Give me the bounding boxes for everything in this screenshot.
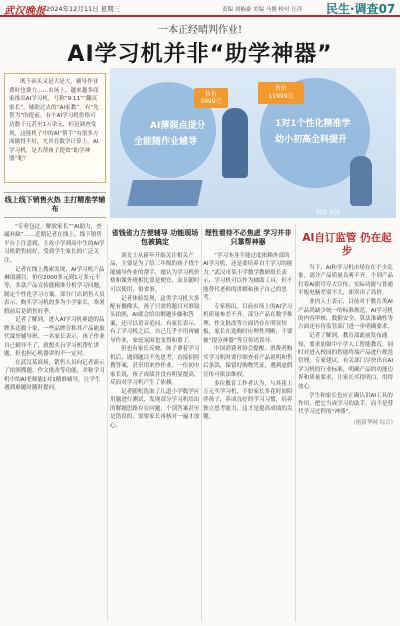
paragraph: 但也有家长反映，孩子拿着学习机后，遇到题目不先思考，直接拍照搜答案，甚至用来抄作业。一位初中家长说，孩子成绩并没有明显提高，反而对学习机产生了依赖。: [110, 346, 200, 387]
column-4-subhead: AI自订监管 仍在起步: [302, 232, 392, 257]
article-column-1: [4, 188, 106, 622]
illustration-credit: 陶晋 宋涛: [316, 210, 340, 216]
price-tag-left: [194, 88, 228, 108]
section-title: [326, 0, 395, 17]
column-2-subhead: 省钱省力方便辅导 功能现场包被搞定: [111, 229, 199, 246]
paragraph: 多位教育工作者认为，与其花上万元买学习机，不如家长多花时间陪伴孩子，养成良好的学习习惯，培养独立思考能力，这才是提高成绩的关键。: [203, 380, 293, 421]
hero-text-right-1: 1对1个性化精准学: [275, 119, 351, 129]
hero-text-left-2: 全能随作业辅导: [134, 137, 198, 147]
student-figure: [222, 108, 248, 178]
paragraph: 刘女士从新年开始关注相关产品，主要是为了给三年级的孩子找个能辅导作业的帮手。她认为学习机价格和课外班相比算是便宜，而且随时可以使用，很省事。: [110, 253, 200, 293]
hero-text-left-1: AI薄弱点提分: [150, 121, 206, 131]
column-1-subhead: 线上线下销售火热 主打精准学辅布: [4, 192, 106, 218]
column-divider: [201, 224, 202, 622]
headline: AI学习机并非“助学神器”: [67, 42, 333, 67]
paragraph: 中国消费者协会提醒，消费者购买学习机时要仔细查看产品说明和售后条款，保留好购物凭证，遇到虚假宣传可依法维权。: [203, 346, 293, 378]
paragraph: 记者在线上搜索发现，AI学习机产品琳琅满目，价位2000多元到1万多元不等，多款产品宣传能精准分析学习问题，制定个性化学习方案。部分门店销售人员表示，购买学习机的多为小学家长，寒暑假前后是销售旺季。: [4, 266, 105, 315]
article-column-3: [203, 224, 293, 622]
paragraph: “学习本身不能过度依赖外部的AI学习机，还是要培养自主学习的能力。”武汉市某小学数学教研组长表示，学习机可以作为辅助工具，但不能替代老师的讲解和孩子自己的思考。: [203, 253, 293, 302]
paragraph: 学生和家长也应正确认识AI工具的作用，把它当成学习的助手，而不是替代学习过程的“神器”。: [298, 392, 394, 416]
book-graphic: [127, 180, 203, 206]
intro-summary: 既下砖头又是大是大，辅导作业费时也费力……市场上，越来越多商家推出AI学习机，号称“9·11”“翻页家长”，辅助过去的“AI家教”，有“先帮为”的提前。有个AI学习机价格可达数千元甚至1万余元，但是调查发现，这能机子中的AI“帮手”有很多方面做得不好，尤其在数学计算上。AI学习机，是否帮孩子提效“助学神器”呢？: [4, 73, 106, 183]
page-header: [0, 0, 400, 17]
section-number: 07: [378, 2, 396, 16]
price-tag-right-label: 售价: [274, 85, 287, 92]
article-column-4: [298, 224, 396, 622]
paragraph: “专业包过，解放家长”“AI助力，查漏补缺”……近期记者在线上、线下销售平台上注意到，主攻小学到高中生的AI学习机销售较好，受到学生家长的广泛关注。: [4, 224, 105, 264]
paragraph: 记者随机选取了几道小学数学应用题进行测试，发现部分学习机给出的解题思路存在问题，个别答案甚至是错误的，需要家长再核对一遍才放心。: [110, 389, 200, 429]
paragraph: 记者了解到，教育部此前发布通知，要求加强中小学人工智能教育，同时对进入校园的智能终端产品进行规范管理。专家建议，有关部门尽快出台AI学习机的行业标准，明确产品的功能边界和质量要求，让家长买得明白、用得放心。: [298, 333, 394, 390]
masthead-logo: 武汉晚报: [4, 6, 46, 17]
paragraph: 专家指出，目前市场上的AI学习机质量参差不齐，部分产品在数学推理、作文批改等方面仍存在明显短板，家长在选购时应理性判断，不要被“提分神器”等宣传语误导。: [203, 303, 293, 344]
article-column-2: [110, 224, 200, 622]
issue-date: 2024年12月11日 星期三: [46, 5, 121, 13]
paragraph: 当下，AI和学习机市场存在不少乱象，部分产品质量良莠不齐，个别产品打着AI旗号夸大宣传，实际功能与普通平板电脑差别不大，却卖出了高价。: [298, 265, 394, 297]
column-3-subhead: 理性看待不必焦虑 学习并非只靠帮神器: [204, 229, 292, 246]
hero-illustration: [110, 68, 396, 218]
source-note: （据新华网 综合）: [350, 419, 396, 426]
hero-text-right-2: 幼小初高全科提升: [275, 135, 348, 145]
price-tag-left-value: 5999元: [200, 98, 222, 105]
paragraph: 记者体验发现，这类学习机大多配有摄像头，孩子只需将题目对准镜头拍照，AI就会给出解题步骤和答案，还可以语音追问。有家长表示，有了学习机之后，自己几乎不用再辅导作业，家庭氛围也变得和谐了。: [110, 295, 200, 344]
price-tag-left-label: 售价: [204, 91, 217, 98]
price-tag-right: [258, 82, 304, 104]
section-name: 民生·调查: [326, 2, 379, 16]
column-divider: [295, 224, 296, 622]
kicker-title: 一本正经晴判作业!: [157, 25, 243, 36]
column-divider: [107, 224, 108, 622]
paragraph: 记者了解到，进入AI学习机赛道的品牌多达数十家，一些品牌宣称其产品能取代课外辅导班。一名家长表示，孩子作业自己辅导不了，就想买台学习机帮忙讲题，但也担心机器讲的不一定对。: [4, 317, 105, 358]
editors-credit: 责编 刘楠豪 美编 马俊 校对 汪洋: [222, 7, 303, 13]
paragraph: 业内人士表示，目前对于教育类AI产品尚缺少统一的标准规范，AI学习机的内容审核、数据安全、算法准确性等方面还有待监管部门进一步明确要求。: [298, 299, 394, 331]
student-figure-2: [350, 156, 372, 206]
price-tag-right-value: 11999元: [268, 92, 294, 100]
paragraph: 在武汉某商场，销售人员向记者演示了拍照搜题、作文批改等功能，并称学习机中的AI老师能1对1精准辅导，让学生遇到难题时随时提问。: [4, 360, 105, 392]
